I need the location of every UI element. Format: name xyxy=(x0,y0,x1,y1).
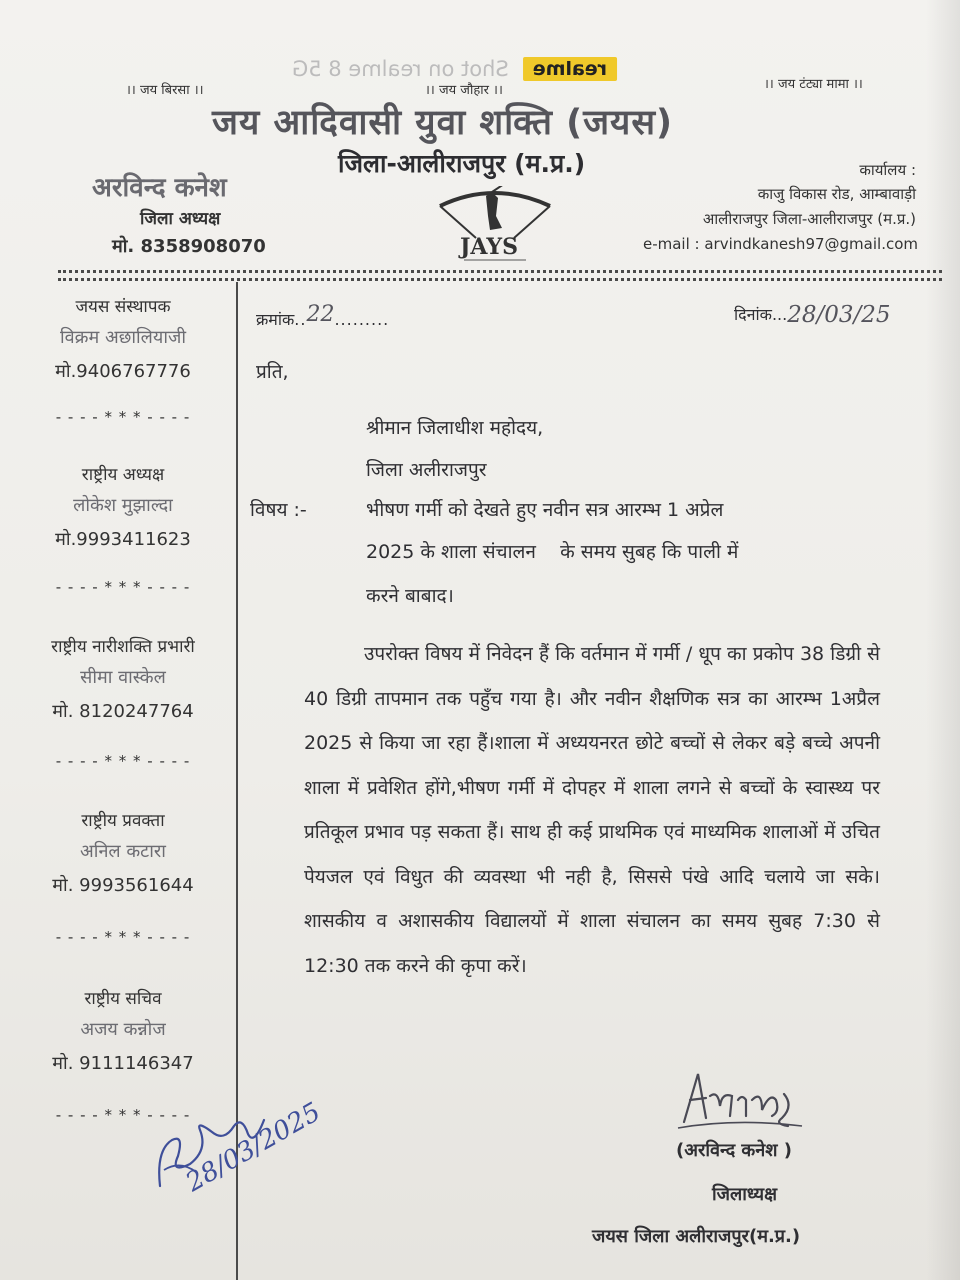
header-rule-top xyxy=(58,270,942,273)
member-role: राष्ट्रीय नारीशक्ति प्रभारी xyxy=(51,637,195,657)
president-role: जिला अध्यक्ष xyxy=(140,209,221,229)
president-name: अरविन्द कनेश xyxy=(92,173,227,203)
signatory-role: जिलाध्यक्ष xyxy=(712,1184,777,1205)
office-email: e-mail : arvindkanesh97@gmail.com xyxy=(642,235,918,253)
jays-logo xyxy=(434,186,556,274)
member-role: राष्ट्रीय सचिव xyxy=(84,989,162,1009)
ref-label: क्रमांक..22......... xyxy=(256,302,390,329)
sidebar-member xyxy=(20,808,226,897)
member-name: लोकेश मुझाल्दा xyxy=(73,495,173,516)
member-mobile: मो.9406767776 xyxy=(55,361,191,382)
org-district: जिला-आलीराजपुर (म.प्र.) xyxy=(338,149,586,178)
office-label: कार्यालय : xyxy=(859,161,916,179)
sidebar-separator: - - - - * * * - - - - xyxy=(55,408,191,426)
member-mobile: मो.9993411623 xyxy=(55,529,191,550)
recipient-district: जिला अलीराजपुर xyxy=(366,459,487,481)
subject-line-3: करने बाबाद। xyxy=(366,585,454,607)
letter-body: उपरोक्त विषय में निवेदन हैं कि वर्तमान में गर्मी / धूप का प्रकोप 38 डिग्री से 40 डिग्री तापमान तक पहुँच गया है। और नवीन शैक्षणिक सत्र का आरम्भ 1अप्रैल 2025 से किया जा रहा हैं।शाला में अध्ययनरत छोटे बच्चों से लेकर बड़े बच्चे अपनी शाला में प्रवेशित होंगे,भीषण गर्मी में दोपहर में शाला लगने से बच्चों के स्वास्थ्य पर प्रतिकूल प्रभाव पड़ सकता हैं। साथ ही कई प्राथमिक एवं माध्यमिक शालाओं में उचित पेयजल एवं विधुत की व्यवस्था भी नही है, सिससे पंखे आदि चलाये जा सके।शासकीय व अशासकीय विद्यालयों में शाला संचालन का समय सुबह 7:30 से 12:30 तक करने की कृपा करें। xyxy=(304,643,880,977)
logo-text: JAYS xyxy=(460,234,518,260)
watermark-text: Shot on realme 8 5G xyxy=(292,57,509,81)
member-name: विक्रम अछालियाजी xyxy=(60,327,186,348)
sidebar-separator: - - - - * * * - - - - xyxy=(55,1106,191,1124)
signatory-org: जयस जिला अलीराजपुर(म.प्र.) xyxy=(592,1226,801,1247)
date-label: दिनांक xyxy=(734,305,772,324)
sidebar-member xyxy=(20,294,226,383)
recipient-title: श्रीमान जिलाधीश महोदय, xyxy=(366,417,544,439)
sidebar-separator: - - - - * * * - - - - xyxy=(55,578,191,596)
sidebar-separator: - - - - * * * - - - - xyxy=(55,928,191,946)
slogan-center: ।। जय जौहार ।। xyxy=(425,83,503,98)
receipt-date: 28/03/2025 xyxy=(181,1097,326,1198)
member-role: जयस संस्थापक xyxy=(75,297,171,317)
member-mobile: मो. 9993561644 xyxy=(52,875,194,896)
handwritten-signature xyxy=(676,1066,806,1136)
subject-line-2: 2025 के शाला संचालन के समय सुबह कि पाली में xyxy=(366,541,739,563)
bow-archer-icon xyxy=(434,186,556,274)
slogan-left: ।। जय बिरसा ।। xyxy=(126,83,204,98)
member-role: राष्ट्रीय प्रवक्ता xyxy=(81,811,165,831)
paper-edge-shadow xyxy=(926,0,960,1280)
subject-label: विषय :- xyxy=(250,499,307,521)
sidebar-member xyxy=(20,462,226,551)
president-mobile: मो. 8358908070 xyxy=(112,236,266,257)
office-address-2: आलीराजपुर जिला-आलीराजपुर (म.प्र.) xyxy=(702,210,916,228)
member-role: राष्ट्रीय अध्यक्ष xyxy=(81,465,165,485)
date-value: 28/03/25 xyxy=(787,302,891,328)
watermark-brand: realme xyxy=(523,57,617,81)
ref-label-text: क्रमांक xyxy=(256,310,295,329)
sidebar-member xyxy=(20,986,226,1075)
date-field: दिनांक...28/03/25 xyxy=(734,302,891,328)
sidebar-separator: - - - - * * * - - - - xyxy=(55,752,191,770)
ref-number: 22 xyxy=(306,302,335,327)
member-mobile: मो. 9111146347 xyxy=(52,1053,194,1074)
member-name: अनिल कटारा xyxy=(80,841,166,862)
camera-watermark xyxy=(292,56,617,82)
slogan-right: ।। जय टंट्या मामा ।। xyxy=(764,77,863,92)
member-name: सीमा वास्केल xyxy=(80,667,166,688)
sidebar-member xyxy=(20,634,226,723)
office-address-1: काजु विकास रोड, आम्बावाड़ी xyxy=(757,185,916,203)
subject-line-1: भीषण गर्मी को देखते हुए नवीन सत्र आरम्भ 1 अप्रेल xyxy=(366,499,724,521)
to-label: प्रति, xyxy=(256,361,289,383)
member-name: अजय कन्नोज xyxy=(80,1019,166,1040)
member-mobile: मो. 8120247764 xyxy=(52,701,194,722)
org-title: जय आदिवासी युवा शक्ति (जयस) xyxy=(212,103,674,143)
signatory-name: (अरविन्द कनेश ) xyxy=(676,1140,792,1161)
header-rule-bottom xyxy=(58,278,942,281)
